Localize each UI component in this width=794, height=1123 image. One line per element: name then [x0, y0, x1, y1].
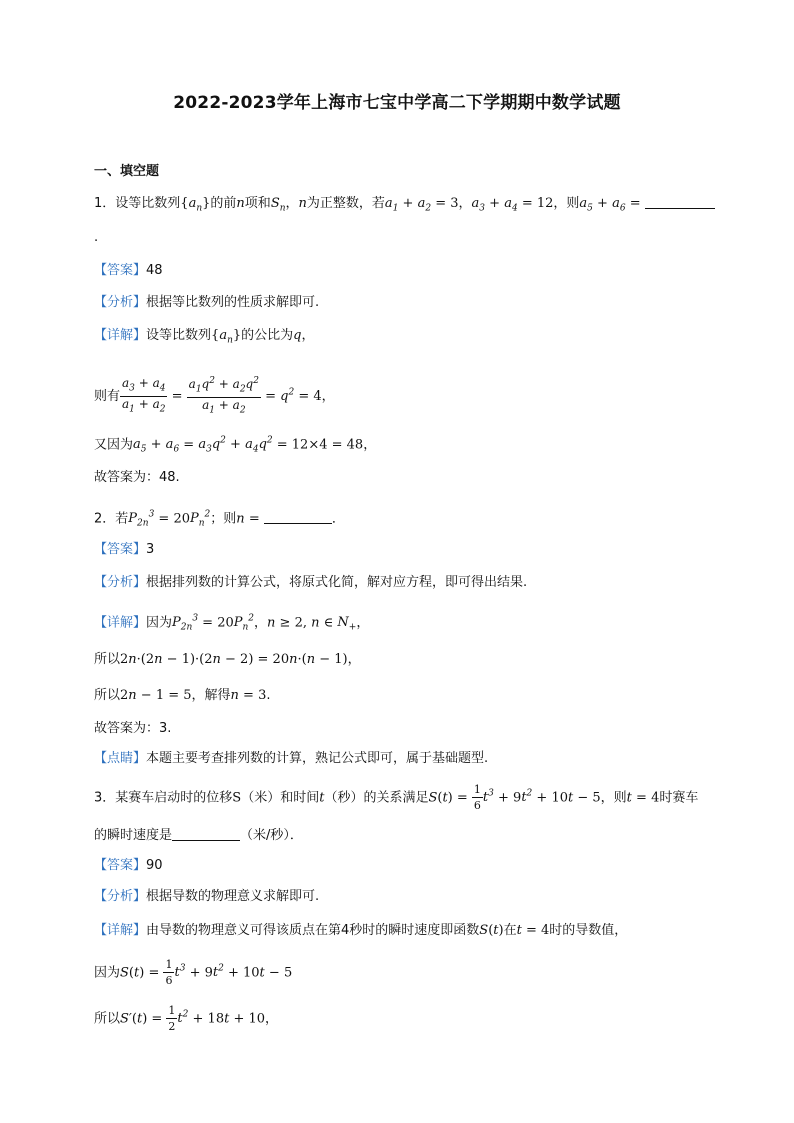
answer-blank: [264, 509, 332, 524]
fraction: $\frac{a_3 + a_4}{a_1 + a_2}$: [122, 375, 166, 415]
answer-blank: [172, 826, 240, 841]
q1-stem-end: .: [94, 230, 99, 245]
fraction: $\frac{1}{2}$: [168, 1004, 176, 1034]
q2-so-line-2: 所以2n − 1 = 5，解得n = 3.: [94, 688, 271, 703]
q3-detail: 【详解】由导数的物理意义可得该质点在第4秒时的瞬时速度即函数S(t)在t = 4时的导数值，: [94, 923, 628, 938]
q3-stem-2: 的瞬时速度是 （米/秒）．: [94, 828, 303, 843]
q2-comment: 【点睛】本题主要考查排列数的计算，熟记公式即可，属于基础题型.: [94, 751, 489, 766]
q1-analysis: 【分析】根据等比数列的性质求解即可.: [94, 295, 320, 310]
q2-analysis: 【分析】根据排列数的计算公式，将原式化简，解对应方程，即可得出结果.: [94, 575, 528, 590]
q2-so-line-1: 所以2n·(2n − 1)·(2n − 2) = 20n·(n − 1)，: [94, 652, 361, 667]
q3-because-line: 因为S(t) = $\frac{1}{6}$ $t^3 + 9t^2 + 10t - 5$: [94, 958, 293, 988]
q3-so-line: 所以S′(t) = $\frac{1}{2}$ $t^2 + 18t + 10$，: [94, 1004, 279, 1034]
q1-detail: 【详解】设等比数列$\{a_n\}$的公比为q，: [94, 328, 315, 346]
q3-stem: 3．某赛车启动时的位移S（米）和时间t（秒）的关系满足S(t) = $\frac{1}{6}$ $t^3 + 9t^2 + 10t - 5$，则t = 4时赛车: [94, 783, 699, 813]
answer-blank: [645, 194, 715, 209]
q3-analysis: 【分析】根据导数的物理意义求解即可.: [94, 889, 320, 904]
q2-conclusion: 故答案为：3.: [94, 721, 172, 736]
q2-detail: 【详解】因为$P_{2n}^3 = 20P_n^2$，n ≥ 2, n ∈ $N_+$，: [94, 614, 370, 633]
q3-answer: 【答案】90: [94, 858, 163, 873]
q1-also-line: 又因为$a_5 + a_6 = a_3q^2 + a_4q^2 = 12\times 4 = 48$，: [94, 436, 377, 455]
q1-stem: 1．设等比数列$\{a_n\}$的前n项和$S_n$，n为正整数，若$a_1 + a_2 = 3$，$a_3 + a_4 = 12$，则$a_5 + a_6$ =: [94, 194, 704, 219]
q1-conclusion: 故答案为：48.: [94, 470, 180, 485]
q2-stem: 2．若$P_{2n}^3 = 20P_n^2$；则n = ．: [94, 510, 345, 529]
fraction: $\frac{a_1q^2 + a_2q^2}{a_1 + a_2}$: [188, 376, 259, 416]
q1-ratio-line: 则有 $\frac{a_3 + a_4}{a_1 + a_2}$ = $\frac{a_1q^2 + a_2q^2}{a_1 + a_2}$ = $q^2 = 4$，: [94, 374, 704, 410]
section-heading: 一、填空题: [94, 164, 160, 179]
q2-answer: 【答案】3: [94, 542, 155, 557]
page-title: 2022-2023学年上海市七宝中学高二下学期期中数学试题: [173, 93, 621, 113]
fraction: $\frac{1}{6}$: [473, 783, 481, 813]
fraction: $\frac{1}{6}$: [165, 958, 173, 988]
q1-answer: 【答案】48: [94, 263, 163, 278]
